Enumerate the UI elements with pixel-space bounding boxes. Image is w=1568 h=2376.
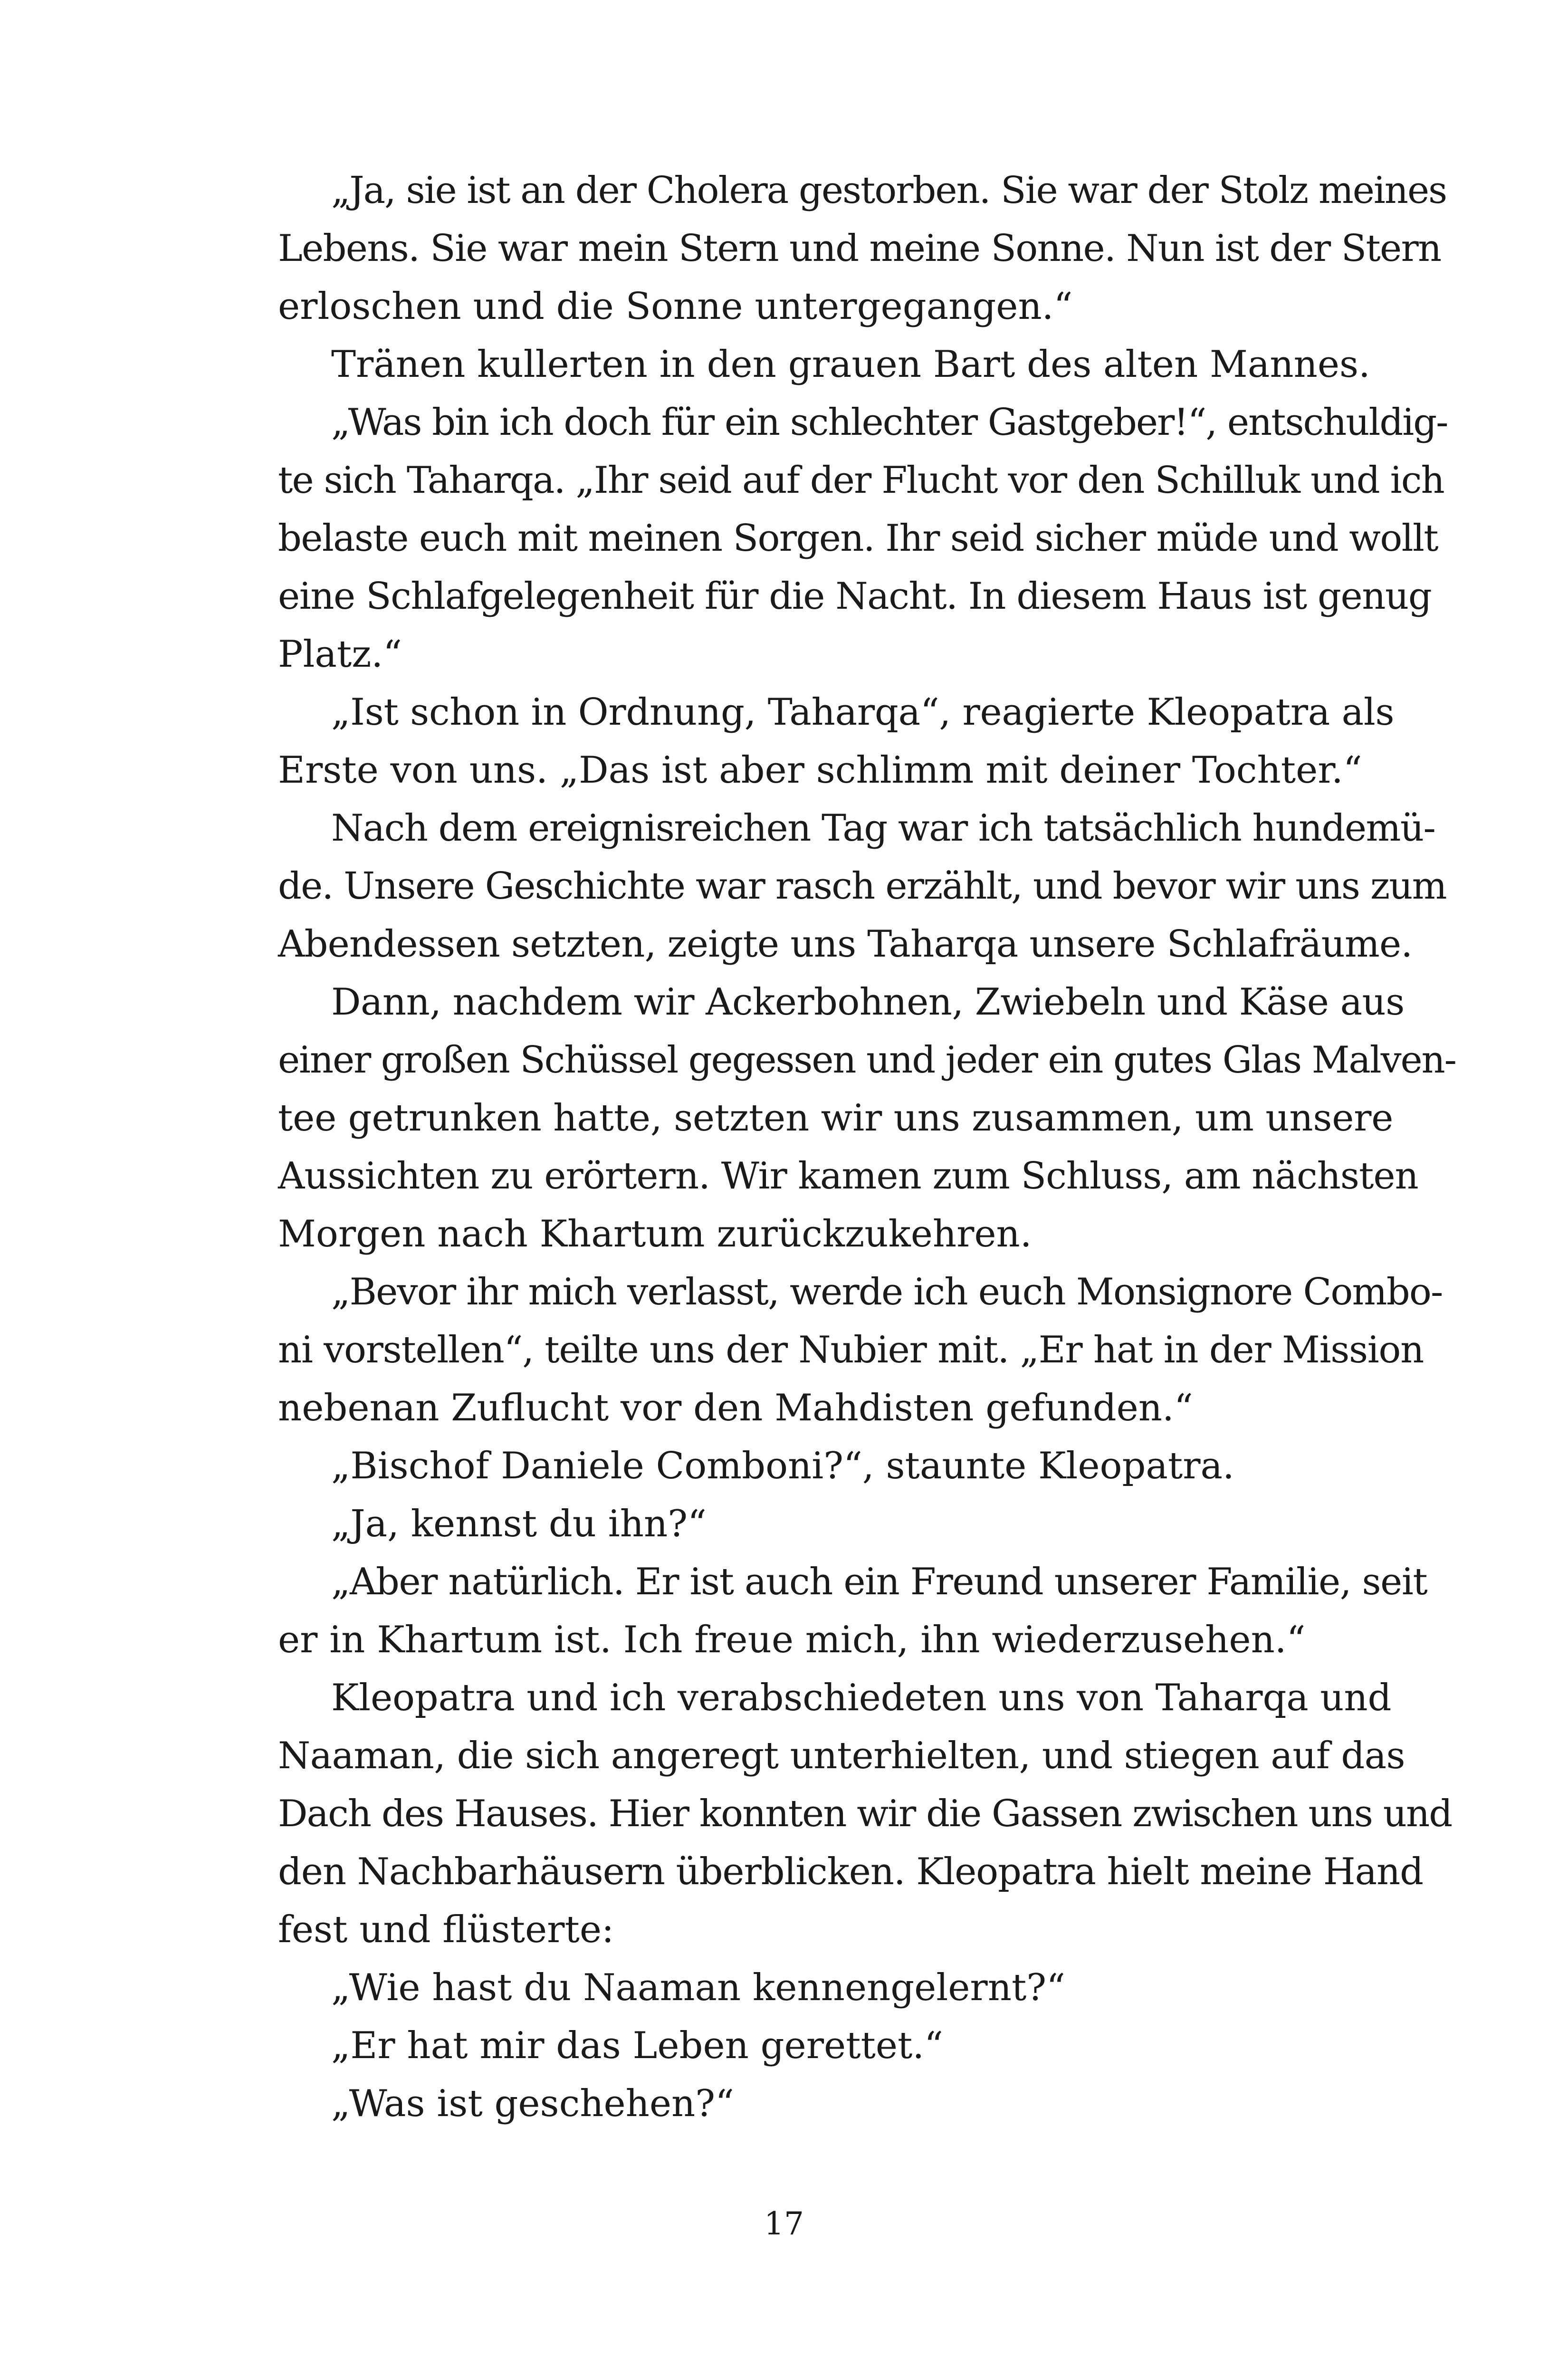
text-line: Tränen kullerten in den grauen Bart des alten Mannes.	[331, 343, 1370, 386]
text-line: Aussichten zu erörtern. Wir kamen zum Schluss, am nächsten	[278, 1155, 1418, 1198]
text-line: Dach des Hauses. Hier konnten wir die Gassen zwischen uns und	[278, 1792, 1452, 1835]
text-line: „Er hat mir das Leben gerettet.“	[331, 2024, 944, 2067]
page-number: 17	[764, 2205, 804, 2242]
text-line: te sich Taharqa. „Ihr seid auf der Flucht vor den Schilluk und ich	[278, 459, 1444, 502]
text-line: „Ja, sie ist an der Cholera gestorben. Sie war der Stolz meines	[331, 169, 1447, 212]
text-line: „Was ist geschehen?“	[331, 2082, 734, 2125]
text-line: Nach dem ereignisreichen Tag war ich tatsächlich hundemü-	[331, 807, 1435, 850]
text-line: de. Unsere Geschichte war rasch erzählt, und bevor wir uns zum	[278, 865, 1446, 908]
text-line: Kleopatra und ich verabschiedeten uns von Taharqa und	[331, 1677, 1392, 1719]
text-line: Lebens. Sie war mein Stern und meine Sonne. Nun ist der Stern	[278, 227, 1441, 270]
text-line: Dann, nachdem wir Ackerbohnen, Zwiebeln und Käse aus	[331, 981, 1405, 1024]
text-line: fest und flüsterte:	[278, 1908, 614, 1951]
text-line: Platz.“	[278, 633, 402, 676]
text-line: den Nachbarhäusern überblicken. Kleopatra hielt meine Hand	[278, 1850, 1423, 1893]
text-line: „Ja, kennst du ihn?“	[331, 1503, 707, 1545]
text-line: „Bischof Daniele Comboni?“, staunte Kleopatra.	[331, 1445, 1234, 1487]
text-line: belaste euch mit meinen Sorgen. Ihr seid sicher müde und wollt	[278, 517, 1438, 560]
text-line: einer großen Schüssel gegessen und jeder ein gutes Glas Malven-	[278, 1039, 1456, 1082]
text-line: Abendessen setzten, zeigte uns Taharqa unsere Schlafräume.	[278, 923, 1413, 966]
text-line: „Ist schon in Ordnung, Taharqa“, reagierte Kleopatra als	[331, 691, 1395, 734]
text-line: tee getrunken hatte, setzten wir uns zusammen, um unsere	[278, 1097, 1394, 1140]
text-line: Erste von uns. „Das ist aber schlimm mit deiner Tochter.“	[278, 749, 1362, 792]
text-line: „Bevor ihr mich verlasst, werde ich euch Monsignore Combo-	[331, 1271, 1443, 1313]
text-line: Morgen nach Khartum zurückzukehren.	[278, 1213, 1032, 1255]
text-line: nebenan Zuflucht vor den Mahdisten gefunden.“	[278, 1387, 1193, 1429]
text-line: ni vorstellen“, teilte uns der Nubier mit. „Er hat in der Mission	[278, 1329, 1424, 1371]
text-line: „Was bin ich doch für ein schlechter Gastgeber!“, entschuldig-	[331, 401, 1448, 444]
text-line: eine Schlafgelegenheit für die Nacht. In diesem Haus ist genug	[278, 575, 1432, 618]
text-line: erloschen und die Sonne untergegangen.“	[278, 285, 1073, 328]
text-line: „Wie hast du Naaman kennengelernt?“	[331, 1966, 1065, 2009]
text-line: er in Khartum ist. Ich freue mich, ihn wiederzusehen.“	[278, 1619, 1306, 1661]
body-text	[278, 162, 1456, 2133]
text-line: Naaman, die sich angeregt unterhielten, und stiegen auf das	[278, 1734, 1405, 1777]
text-line: „Aber natürlich. Er ist auch ein Freund unserer Familie, seit	[331, 1561, 1427, 1603]
